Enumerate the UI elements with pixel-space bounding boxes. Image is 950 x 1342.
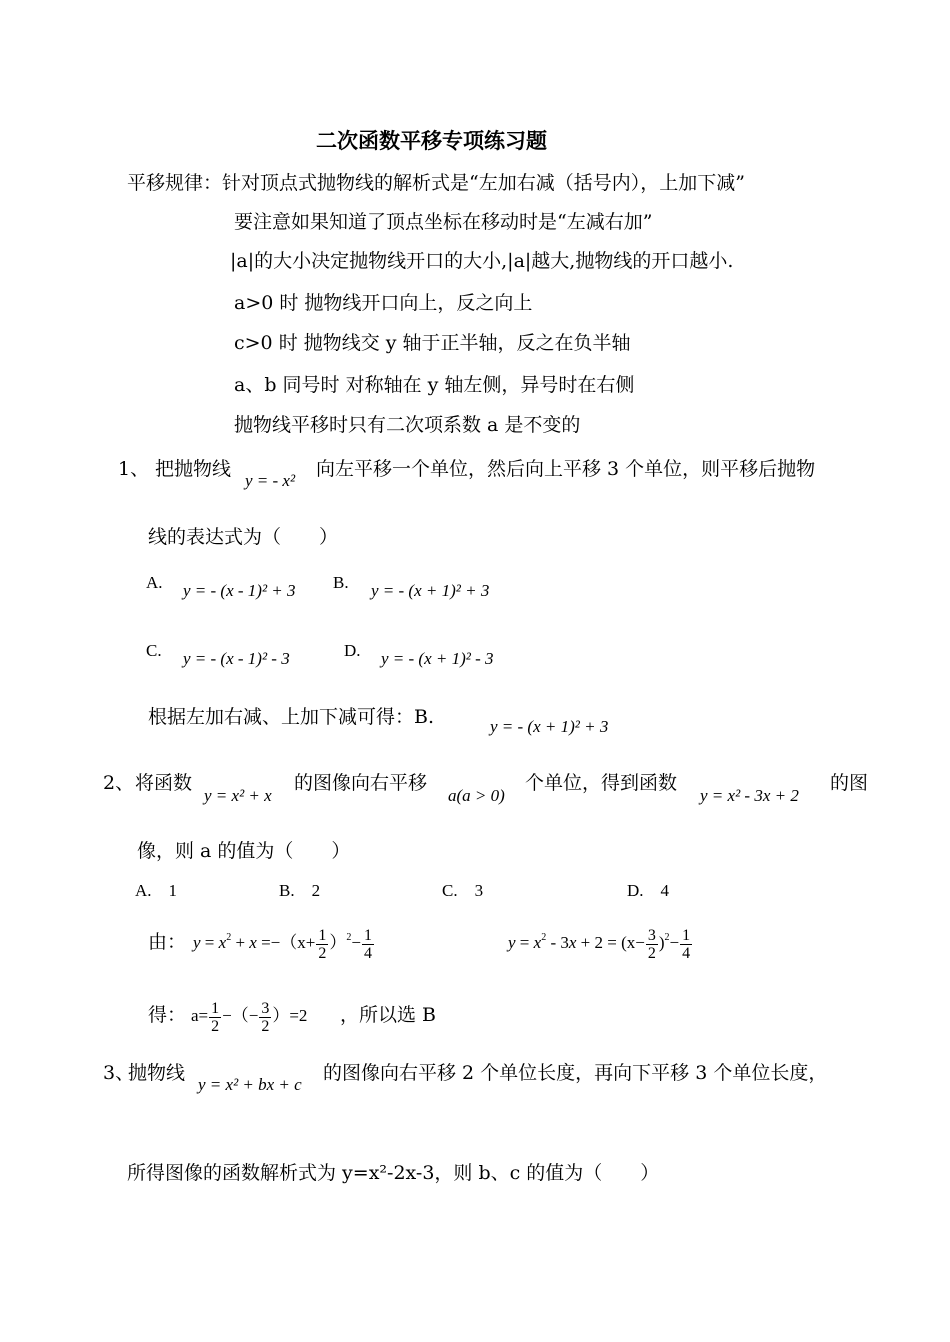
q1-answer-text: 根据左加右减、上加下减可得：B.	[148, 706, 435, 728]
q3-text-pre: 抛物线	[128, 1062, 186, 1084]
rule-line-5: c>0 时 抛物线交 y 轴于正半轴，反之在负半轴	[234, 332, 631, 354]
q2-formula-2: a(a > 0)	[448, 786, 505, 805]
fraction-three-halves-2: $\frac{3}{2}$	[261, 999, 270, 1035]
q2-solution-formula-1: $y = x^2 + x =-(x+$ $\frac{1}{2}$ ）$^2$− $\frac{1}{4}$	[193, 926, 372, 962]
q1-option-b-formula: y = - (x + 1)² + 3	[371, 581, 490, 600]
q2-text-post: 的图	[830, 772, 869, 794]
q2-solution-pre: 由：	[148, 931, 187, 953]
q1-option-c-formula: y = - (x - 1)² - 3	[183, 649, 290, 668]
q1-option-a-formula: y = - (x - 1)² + 3	[183, 581, 296, 600]
fraction-half-2: $\frac{1}{2}$	[211, 999, 220, 1035]
q2-result-formula: a= $\frac{1}{2}$ −（− $\frac{3}{2}$ ）=2	[191, 999, 308, 1035]
fraction-quarter: $\frac{1}{4}$	[363, 926, 372, 962]
q2-formula-1: y = x² + x	[204, 786, 272, 805]
fraction-quarter-2: $\frac{1}{4}$	[682, 926, 691, 962]
q1-number: 1、	[118, 458, 150, 480]
q1-option-d-label: D.	[344, 641, 361, 660]
q1-text-post: 向左平移一个单位，然后向上平移 3 个单位，则平移后抛物	[316, 458, 816, 480]
q2-formula-3: y = x² - 3x + 2	[700, 786, 799, 805]
q2-text-line2: 像，则 a 的值为（ ）	[137, 840, 351, 862]
rule-line-4: a>0 时 抛物线开口向上，反之向上	[234, 292, 533, 314]
q1-formula-text: y = - x²	[245, 471, 296, 490]
q1-answer-formula: y = - (x + 1)² + 3	[490, 717, 609, 736]
q1-option-a-label: A.	[146, 573, 163, 592]
q1-formula	[245, 468, 295, 494]
q2-option-c: C. 3	[442, 881, 484, 900]
q1-text-line2: 线的表达式为（ ）	[148, 526, 339, 548]
fraction-three-halves: $\frac{3}{2}$	[647, 926, 656, 962]
q2-result-pre: 得：	[148, 1004, 187, 1026]
rule-line-3: |a|的大小决定抛物线开口的大小,|a|越大,抛物线的开口越小.	[230, 250, 734, 272]
q3-number: 3、	[103, 1062, 135, 1084]
q2-text-pre: 将函数	[135, 772, 193, 794]
q2-option-b: B. 2	[279, 881, 321, 900]
rule-line-2: 要注意如果知道了顶点坐标在移动时是“左减右加”	[234, 211, 653, 233]
q3-formula: y = x² + bx + c	[198, 1075, 302, 1094]
q1-option-c-label: C.	[146, 641, 162, 660]
q2-text-mid1: 的图像向右平移	[294, 772, 428, 794]
rule-line-1: 平移规律：针对顶点式抛物线的解析式是“左加右减（括号内），上加下减”	[127, 172, 745, 194]
fraction-half: $\frac{1}{2}$	[318, 926, 327, 962]
rule-line-7: 抛物线平移时只有二次项系数 a 是不变的	[234, 414, 581, 436]
q2-solution-formula-2: $y = x^2 - 3x + 2 = (x-$ $\frac{3}{2}$ )$^2$− $\frac{1}{4}$	[508, 926, 691, 962]
q1-option-d-formula: y = - (x + 1)² - 3	[381, 649, 494, 668]
q3-text-post: 的图像向右平移 2 个单位长度，再向下平移 3 个单位长度，	[323, 1062, 828, 1084]
q3-text-line2: 所得图像的函数解析式为 y=x²-2x-3，则 b、c 的值为（ ）	[127, 1162, 660, 1184]
q2-result-post: ，所以选 B	[340, 1004, 437, 1026]
q1-text-pre: 把抛物线	[155, 458, 232, 480]
q2-option-d: D. 4	[627, 881, 670, 900]
q2-option-a: A. 1	[135, 881, 178, 900]
q2-number: 2、	[103, 772, 135, 794]
rule-line-6: a、b 同号时 对称轴在 y 轴左侧，异号时在右侧	[234, 374, 635, 396]
page-title: 二次函数平移专项练习题	[316, 128, 547, 153]
q2-text-mid2: 个单位，得到函数	[525, 772, 678, 794]
q1-option-b-label: B.	[333, 573, 349, 592]
